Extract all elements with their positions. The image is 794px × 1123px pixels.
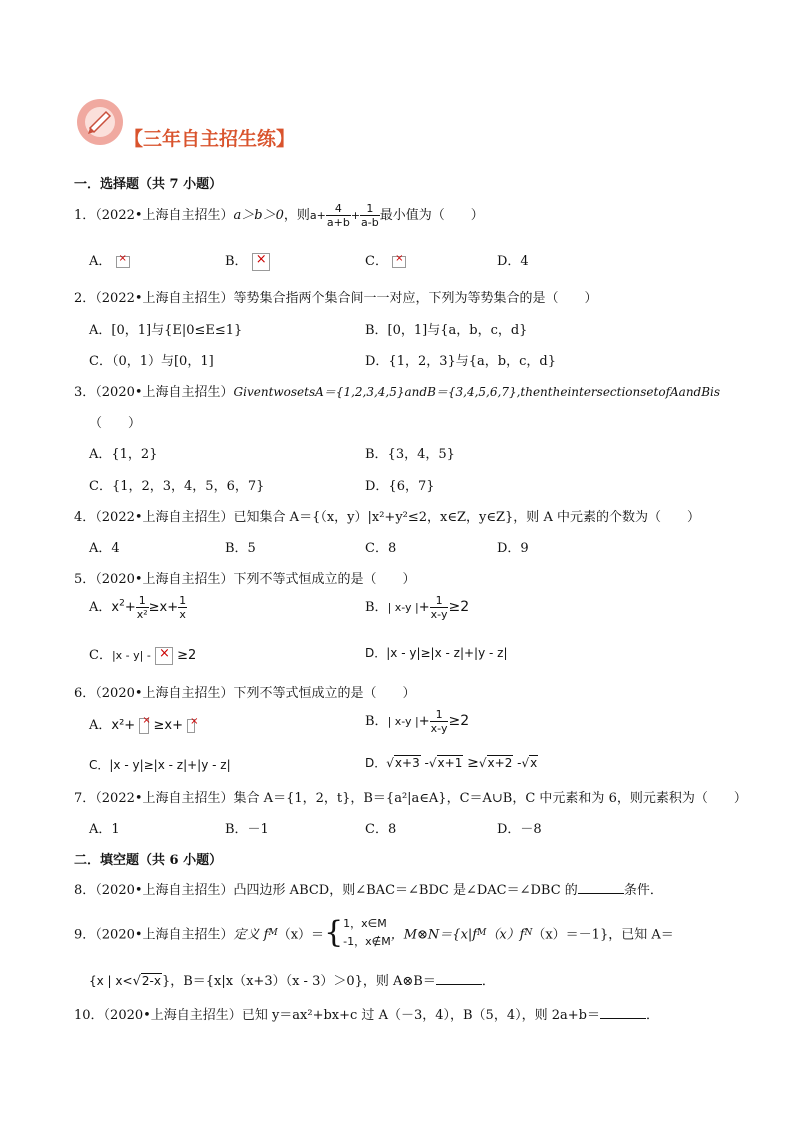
sqrt-icon: √ xyxy=(521,756,530,770)
fraction xyxy=(430,708,449,735)
numerator: 1 xyxy=(430,594,449,608)
denominator: x xyxy=(179,608,186,621)
sqrt-icon: √ xyxy=(478,756,487,770)
numerator: 1 xyxy=(430,708,449,722)
option-a[interactable]: A．4 xyxy=(89,541,120,556)
q-number: 8． xyxy=(74,883,96,898)
q-expr: ≥x+ xyxy=(148,600,179,615)
denominator: a+b xyxy=(326,216,350,229)
denominator: x-y xyxy=(430,608,448,621)
question-3 xyxy=(74,381,720,400)
numerator: 1 xyxy=(360,202,380,216)
question-8 xyxy=(74,879,663,898)
q-expr: |x - y| - xyxy=(111,649,151,662)
q-expr: 定义 f xyxy=(233,927,269,943)
question-7 xyxy=(74,787,747,806)
q-expr: | x-y | xyxy=(387,601,419,614)
broken-image-icon xyxy=(252,253,270,271)
q-source: （2022•上海自主招生） xyxy=(95,291,234,306)
q-text: 已知集合 A＝{（x，y）|x²+y²≤2，x∈Z，y∈Z}，则 A 中元素的个数为（ ） xyxy=(233,510,700,525)
fraction xyxy=(136,594,149,621)
q-source: （2020•上海自主招生） xyxy=(95,385,234,400)
option-c[interactable] xyxy=(365,250,406,269)
q-number: 7． xyxy=(74,791,96,806)
question-10 xyxy=(74,1004,659,1023)
q-expr: }，B＝{x|x（x+3）（x - 3）＞0}，则 A⊗B＝ xyxy=(161,974,436,989)
q-text: ． xyxy=(481,974,495,989)
option-c[interactable] xyxy=(89,644,196,665)
brace-icon: { xyxy=(324,915,344,950)
q-expr: M xyxy=(268,928,278,938)
q-expr: x xyxy=(111,600,120,615)
option-a[interactable]: A．[0，1]与{E|0≤E≤1} xyxy=(89,323,243,338)
q-expr: ≥2 xyxy=(448,713,470,729)
option-label: B． xyxy=(225,254,248,269)
question-4 xyxy=(74,506,700,525)
option-a[interactable]: A．{1，2} xyxy=(89,447,158,462)
q-condition: a＞b＞0 xyxy=(233,208,284,223)
q-expr: ≥ xyxy=(467,755,479,771)
q-expr: {x | x< xyxy=(89,974,133,988)
denominator: x² xyxy=(136,608,148,621)
option-a[interactable] xyxy=(89,714,195,734)
header-logo xyxy=(76,98,124,146)
q-expr: N xyxy=(524,928,533,938)
q-expr: - xyxy=(517,756,522,770)
q-expr: x+2 xyxy=(487,756,513,770)
fraction xyxy=(360,202,380,229)
option-b[interactable]: B．[0，1]与{a，b，c，d} xyxy=(365,323,528,338)
option-b[interactable] xyxy=(225,250,270,271)
q-text: 下列不等式恒成立的是（ ） xyxy=(233,572,416,587)
q-source: （2022•上海自主招生） xyxy=(95,510,234,525)
fraction xyxy=(430,594,449,621)
option-label: A． xyxy=(89,600,112,615)
option-c[interactable]: C．{1，2，3，4，5，6，7} xyxy=(89,479,265,494)
q-text: 集合 A＝{1，2，t}，B＝{a²|a∈A}，C＝A∪B，C 中元素和为 6，则元素积为（ ） xyxy=(233,791,747,806)
option-label: D． xyxy=(365,756,387,770)
option-label: B． xyxy=(365,714,388,729)
page-title: 【三年自主招生练】 xyxy=(124,128,296,150)
q-text: 最小值为（ ） xyxy=(379,208,484,223)
piecewise-cases xyxy=(343,915,391,951)
option-c[interactable]: C．（0，1）与[0，1] xyxy=(89,354,214,369)
option-d[interactable]: D．{1，2，3}与{a，b，c，d} xyxy=(365,354,556,369)
q-expr: 2-x xyxy=(141,974,161,988)
option-c[interactable]: C．8 xyxy=(365,541,397,556)
q-text: 凸四边形 ABCD，则∠BAC＝∠BDC 是∠DAC＝∠DBC 的 xyxy=(233,883,578,898)
option-d[interactable]: D．4 xyxy=(497,254,529,269)
fraction xyxy=(326,202,351,229)
q-expr: + xyxy=(418,600,430,615)
option-b[interactable]: B．5 xyxy=(225,541,256,556)
q-number: 4． xyxy=(74,510,96,525)
q-text: ，则 xyxy=(283,208,310,223)
q-expr: （x）＝－1}，已知 A＝ xyxy=(532,927,674,943)
q-text: GiventwosetsA＝{1,2,3,4,5}andB＝{3,4,5,6,7},thentheintersectionsetofAandBis xyxy=(233,385,721,399)
question-3-paren: （ ） xyxy=(89,416,142,431)
q-expr: ≥2 xyxy=(177,648,197,663)
option-a[interactable]: A．1 xyxy=(89,822,120,837)
q-expr: ≥x+ xyxy=(153,718,183,733)
q-source: （2022•上海自主招生） xyxy=(95,791,234,806)
option-b[interactable]: B．－1 xyxy=(225,822,269,837)
option-label: C． xyxy=(89,648,112,663)
q-expr: ≥2 xyxy=(448,599,470,615)
q-number: 1． xyxy=(74,208,96,223)
option-a[interactable] xyxy=(89,594,187,621)
q-text: 已知 y＝ax²+bx+c 过 A（－3，4），B（5，4），则 2a+b＝ xyxy=(241,1008,600,1023)
q-expr: x²+ xyxy=(111,718,136,733)
q-text: 下列不等式恒成立的是（ ） xyxy=(233,686,416,701)
q-expr: ，M⊗N＝{x|f xyxy=(390,927,478,943)
q-text: 条件． xyxy=(623,883,663,898)
case-row: 1，x∈M xyxy=(343,917,387,930)
q-number: 2． xyxy=(74,291,96,306)
option-d[interactable]: D．|x - y|≥|x - z|+|y - z| xyxy=(365,646,508,660)
option-a[interactable] xyxy=(89,250,130,269)
option-d[interactable]: D．{6，7} xyxy=(365,479,435,494)
sqrt-icon: √ xyxy=(132,974,141,989)
q-number: 3． xyxy=(74,385,96,400)
option-c[interactable]: C．8 xyxy=(365,822,397,837)
q-source: （2020•上海自主招生） xyxy=(95,883,234,898)
question-6 xyxy=(74,682,416,701)
broken-image-icon xyxy=(155,647,173,665)
sqrt-icon: √ xyxy=(386,756,394,770)
q-source: （2020•上海自主招生） xyxy=(103,1008,242,1023)
q-expr: （x）＝ xyxy=(277,927,325,943)
q-expr: x xyxy=(530,756,538,770)
q-source: （2020•上海自主招生） xyxy=(95,927,234,943)
option-c[interactable]: C．|x - y|≥|x - z|+|y - z| xyxy=(89,758,231,772)
q-expr: + xyxy=(124,600,136,615)
question-5 xyxy=(74,568,416,587)
option-d[interactable]: D．9 xyxy=(497,541,529,556)
question-9 xyxy=(74,915,674,951)
option-label: B． xyxy=(365,600,388,615)
broken-image-icon xyxy=(116,256,130,268)
q-text: ． xyxy=(645,1008,659,1023)
numerator: 4 xyxy=(326,202,351,216)
q-expr: + xyxy=(350,209,361,222)
q-number: 10． xyxy=(74,1008,104,1023)
answer-blank[interactable] xyxy=(436,972,482,985)
option-label: A． xyxy=(89,718,112,733)
question-9-line2 xyxy=(89,970,495,989)
option-b[interactable]: B．{3，4，5} xyxy=(365,447,455,462)
q-number: 5． xyxy=(74,572,96,587)
section-heading: 一．选择题（共 7 小题） xyxy=(74,177,223,192)
broken-image-icon xyxy=(392,256,406,268)
q-expr: M xyxy=(477,928,487,938)
q-expr: （x）f xyxy=(486,927,525,943)
question-1 xyxy=(74,202,484,229)
option-label: C． xyxy=(365,254,388,269)
option-label: A． xyxy=(89,254,112,269)
logo-icon xyxy=(76,98,124,146)
q-expr: x+1 xyxy=(437,756,463,770)
numerator: 1 xyxy=(136,594,149,608)
q-source: （2020•上海自主招生） xyxy=(95,686,234,701)
q-source: （2022•上海自主招生） xyxy=(95,208,234,223)
answer-blank[interactable] xyxy=(578,881,624,894)
q-expr: + xyxy=(418,714,430,729)
section-heading: 二．填空题（共 6 小题） xyxy=(74,853,223,868)
question-2 xyxy=(74,287,598,306)
q-text: 等势集合指两个集合间一一对应，下列为等势集合的是（ ） xyxy=(233,291,598,306)
q-expr: 2 xyxy=(119,598,125,609)
q-expr: x+3 xyxy=(394,756,420,770)
q-expr: | x-y | xyxy=(387,715,419,728)
denominator: a-b xyxy=(361,216,379,229)
broken-image-icon xyxy=(139,718,149,734)
option-b[interactable] xyxy=(365,708,469,735)
sqrt-icon: √ xyxy=(428,756,437,770)
option-d[interactable]: D．－8 xyxy=(497,822,542,837)
q-expr: - xyxy=(424,756,429,770)
q-expr: a+ xyxy=(309,209,326,222)
fraction xyxy=(178,594,187,621)
q-number: 6． xyxy=(74,686,96,701)
q-source: （2020•上海自主招生） xyxy=(95,572,234,587)
denominator: x-y xyxy=(430,722,448,735)
q-number: 9． xyxy=(74,927,96,943)
case-row: -1，x∉M xyxy=(343,935,391,948)
broken-image-icon xyxy=(187,719,195,733)
option-b[interactable] xyxy=(365,594,469,621)
numerator: 1 xyxy=(179,594,187,607)
answer-blank[interactable] xyxy=(600,1006,646,1019)
option-d[interactable] xyxy=(365,754,538,771)
